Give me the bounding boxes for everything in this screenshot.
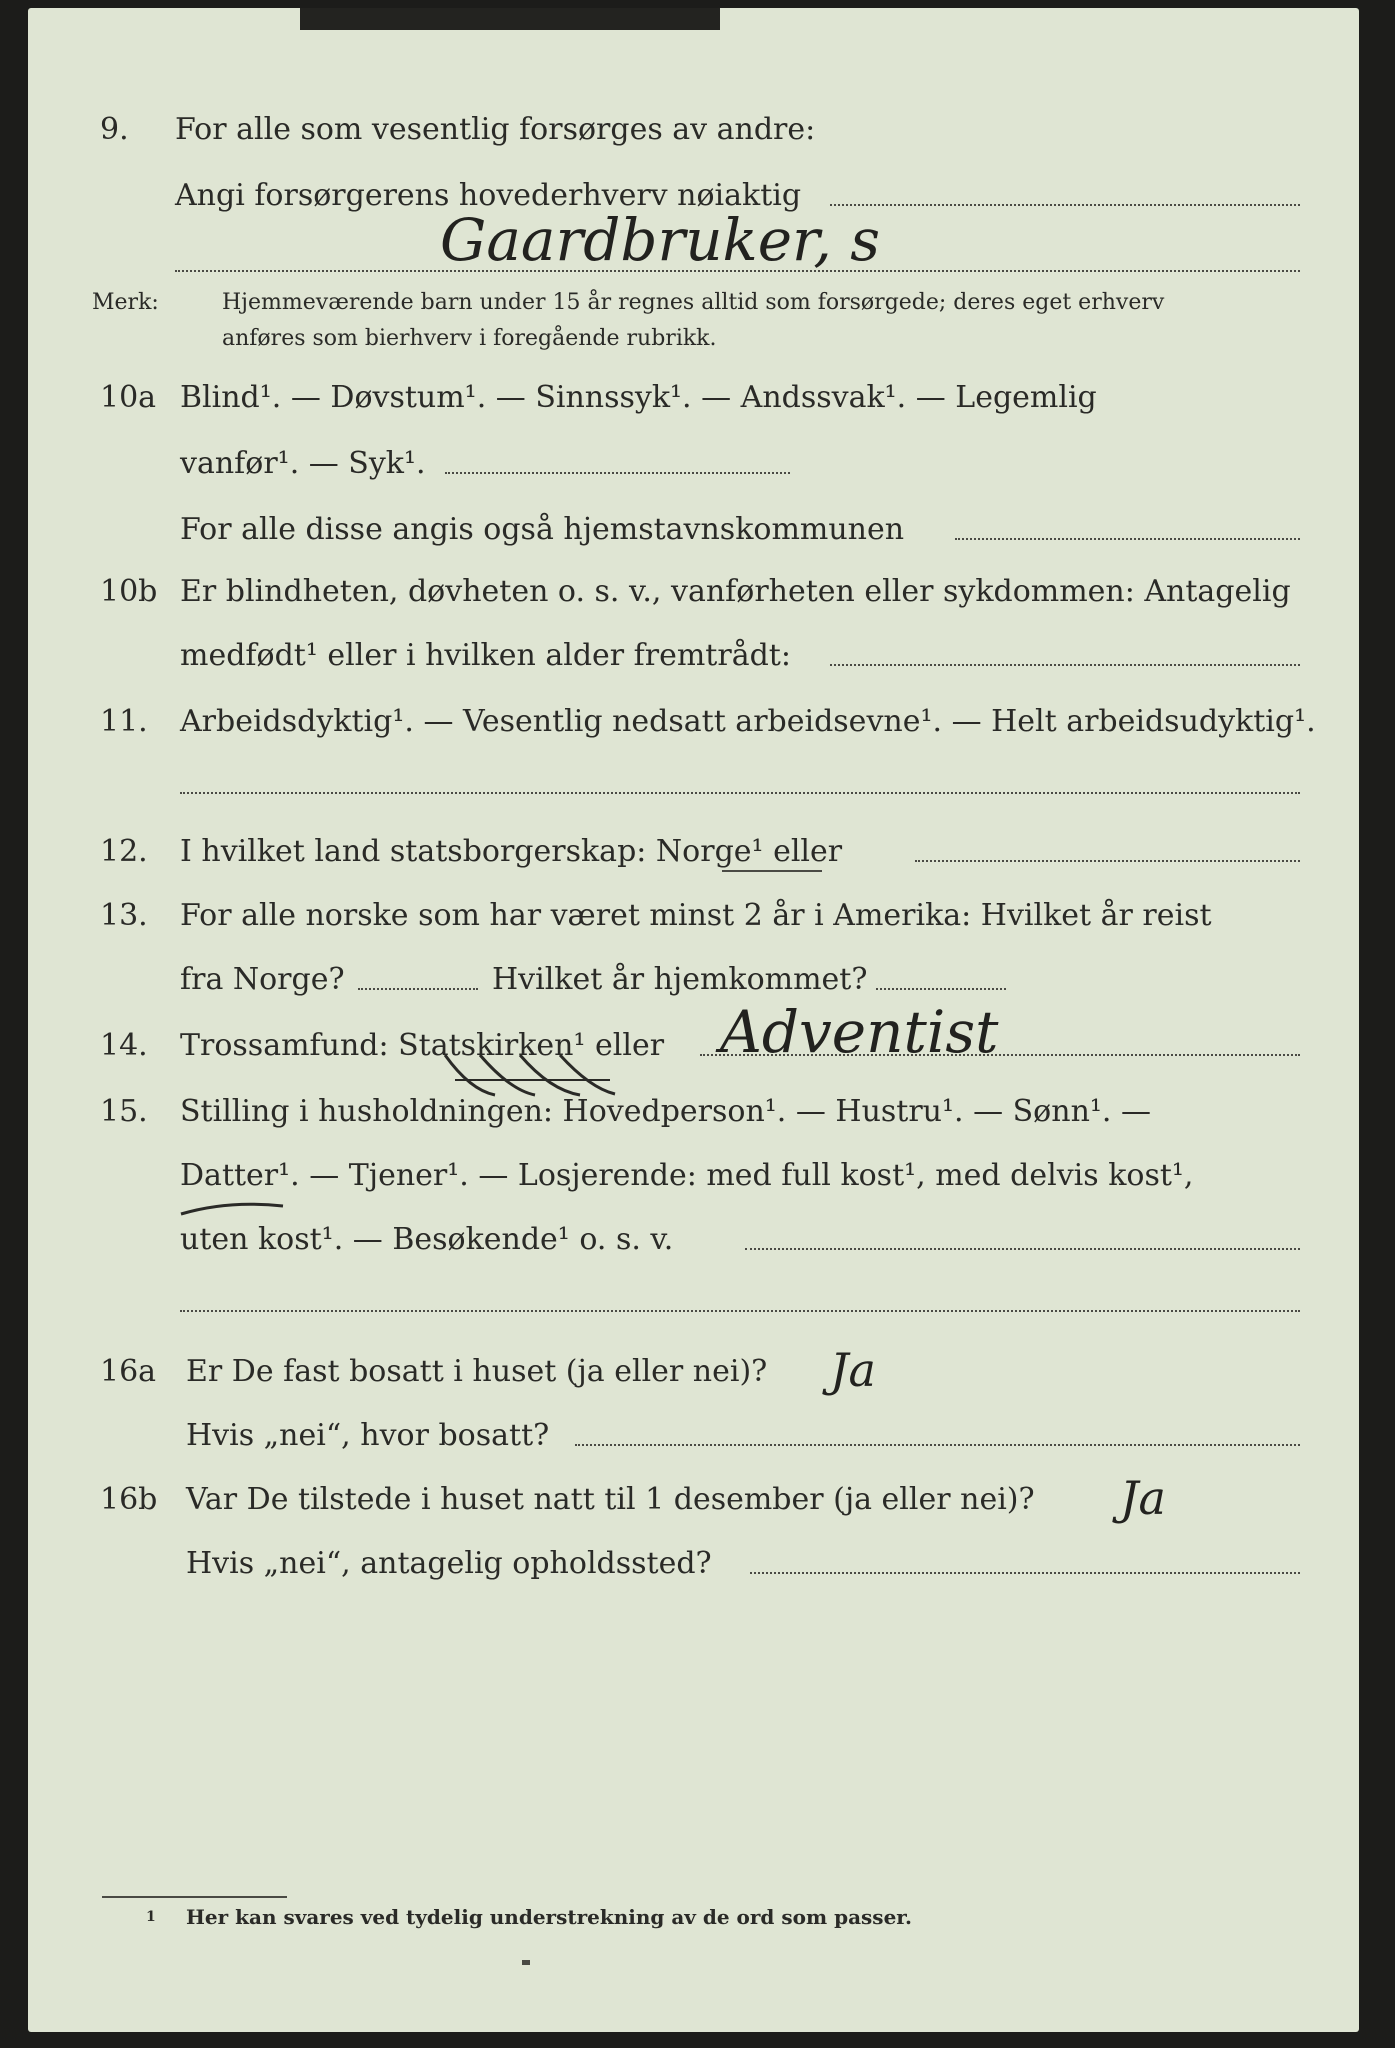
q9-dotted-line-1	[830, 204, 1300, 206]
q11-text-1: Arbeidsdyktig¹. — Vesentlig nedsatt arbeidsevne¹. — Helt arbeidsudyktig¹.	[180, 704, 1316, 739]
q13-text-2b: Hvilket år hjemkommet?	[492, 962, 868, 997]
q15-dotted-line-1	[745, 1248, 1300, 1250]
q9-handwritten-answer: Gaardbruker, s	[440, 206, 881, 274]
footnote-text: Her kan svares ved tydelig understrekning av de ord som passer.	[186, 1905, 912, 1929]
q10a-dotted-line-2	[955, 538, 1300, 540]
q11-number: 11.	[100, 704, 148, 739]
q15-dotted-line-2	[180, 1310, 1300, 1312]
footnote-marker: 1	[146, 1909, 156, 1925]
footnote-rule	[102, 1896, 287, 1898]
q14-number: 14.	[100, 1028, 148, 1063]
q13-dotted-line-2	[876, 988, 1006, 990]
q13-text-1: For alle norske som har været minst 2 år i Amerika: Hvilket år reist	[180, 898, 1212, 933]
q16b-number: 16b	[100, 1482, 158, 1517]
q12-dotted-line	[915, 860, 1300, 862]
merk-text-2: anføres som bierhverv i foregående rubrikk.	[222, 326, 717, 351]
merk-label: Merk:	[92, 290, 159, 315]
q15-text-3: uten kost¹. — Besøkende¹ o. s. v.	[180, 1222, 674, 1257]
q16b-dotted-line	[750, 1572, 1300, 1574]
q16a-number: 16a	[100, 1354, 157, 1389]
q13-number: 13.	[100, 898, 148, 933]
q9-text-2: Angi forsørgerens hovederhverv nøiaktig	[175, 178, 802, 213]
q10b-number: 10b	[100, 574, 158, 609]
ink-dot	[522, 1960, 530, 1965]
q15-text-1: Stilling i husholdningen: Hovedperson¹. — Hustru¹. — Sønn¹. —	[180, 1094, 1151, 1129]
q12-norge-underline	[722, 870, 822, 872]
q10a-dotted-line-1	[445, 472, 790, 474]
q16a-text-1: Er De fast bosatt i huset (ja eller nei)?	[186, 1354, 768, 1389]
q10a-text-3: For alle disse angis også hjemstavnskommunen	[180, 512, 905, 547]
q16b-text-1: Var De tilstede i huset natt til 1 desember (ja eller nei)?	[186, 1482, 1035, 1517]
merk-text-1: Hjemmeværende barn under 15 år regnes alltid som forsørgede; deres eget erhverv	[222, 290, 1165, 315]
scan-edge	[300, 8, 720, 30]
q16b-text-2: Hvis „nei“, antagelig opholdssted?	[186, 1546, 712, 1581]
q15-datter-underline	[178, 1196, 288, 1220]
q10a-text-1: Blind¹. — Døvstum¹. — Sinnssyk¹. — Andssvak¹. — Legemlig	[180, 380, 1097, 415]
q14-handwritten-answer: Adventist	[720, 998, 999, 1066]
q13-text-2a: fra Norge?	[180, 962, 345, 997]
q9-dotted-line-2	[175, 270, 1300, 272]
q9-number: 9.	[100, 112, 129, 147]
q12-number: 12.	[100, 834, 148, 869]
q10b-dotted-line	[830, 664, 1300, 666]
q10a-number: 10a	[100, 380, 157, 415]
q15-number: 15.	[100, 1094, 148, 1129]
q10a-text-2: vanfør¹. — Syk¹.	[180, 446, 426, 481]
q10b-text-2: medfødt¹ eller i hvilken alder fremtrådt:	[180, 638, 791, 673]
q11-dotted-line	[180, 792, 1300, 794]
q16a-text-2: Hvis „nei“, hvor bosatt?	[186, 1418, 550, 1453]
q14-text-1: Trossamfund: Statskirken¹ eller	[180, 1028, 665, 1063]
q16a-handwritten-answer: Ja	[830, 1343, 876, 1397]
q9-text-1: For alle som vesentlig forsørges av andre:	[175, 112, 816, 147]
q12-text-1: I hvilket land statsborgerskap: Norge¹ eller	[180, 834, 843, 869]
q10b-text-1: Er blindheten, døvheten o. s. v., vanførheten eller sykdommen: Antagelig	[180, 574, 1291, 609]
q16b-handwritten-answer: Ja	[1120, 1471, 1166, 1525]
q16a-dotted-line	[575, 1444, 1300, 1446]
q13-dotted-line-1	[358, 988, 478, 990]
q15-text-2: Datter¹. — Tjener¹. — Losjerende: med full kost¹, med delvis kost¹,	[180, 1158, 1194, 1193]
